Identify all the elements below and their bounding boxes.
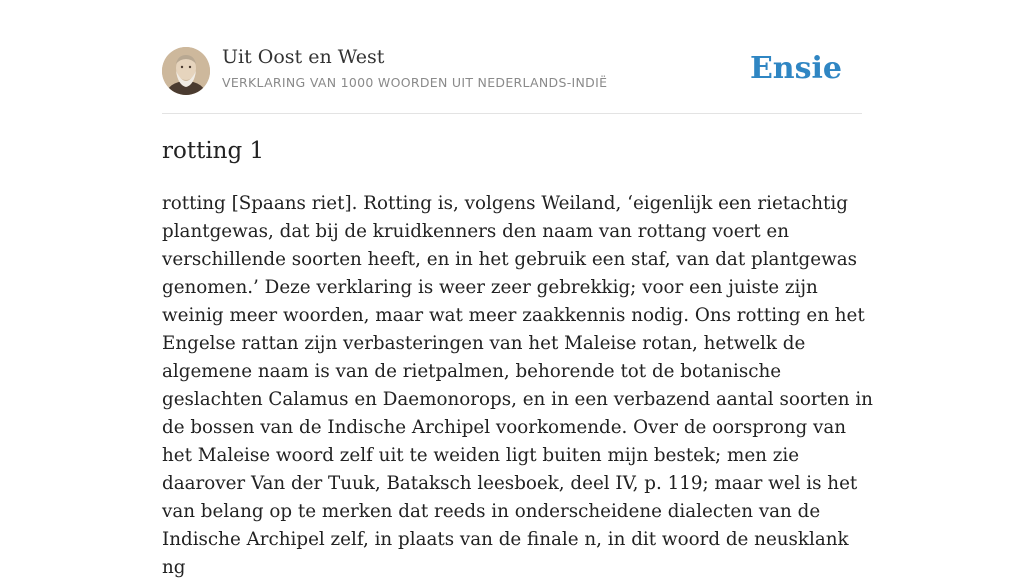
header — [162, 0, 862, 114]
ensie-logo[interactable]: Ensie — [749, 51, 842, 86]
book-subtitle: VERKLARING VAN 1000 WOORDEN UIT NEDERLANDS-INDIË — [222, 75, 608, 90]
author-portrait-icon[interactable] — [162, 47, 210, 95]
entry-text: rotting [Spaans riet]. Rotting is, volgens Weiland, ‘eigenlijk een rietachtig plantgewas, dat bij de kruidkenners den naam van rottang voert en verschillende soorten heeft, en in het gebruik een staf, van dat plantgewas genomen.’ Deze verklaring is weer zeer gebrekkig; voor een juiste zijn weinig meer woorden, maar wat meer zaakkennis nodig. Ons rotting en het Engelse rattan zijn verbasteringen van het Maleise rotan, hetwelk de algemene naam is van de rietpalmen, behorende tot de botanische geslachten Calamus en Daemonorops, en in een verbazend aantal soorten in de bossen van de Indische Archipel voorkomende. Over de oorsprong van het Maleise woord zelf uit te weiden ligt buiten mijn bestek; men zie daarover Van der Tuuk, Bataksch leesboek, deel IV, p. 119; maar wel is het van belang op te merken dat reeds in onderscheidene dialecten van de Indische Archipel zelf, in plaats van de finale n, in dit woord de neusklank ng — [162, 193, 873, 578]
book-title-link[interactable]: Uit Oost en West — [222, 46, 385, 68]
portrait-image — [162, 47, 210, 95]
entry-title: rotting 1 — [162, 138, 265, 164]
page-container — [162, 0, 873, 578]
